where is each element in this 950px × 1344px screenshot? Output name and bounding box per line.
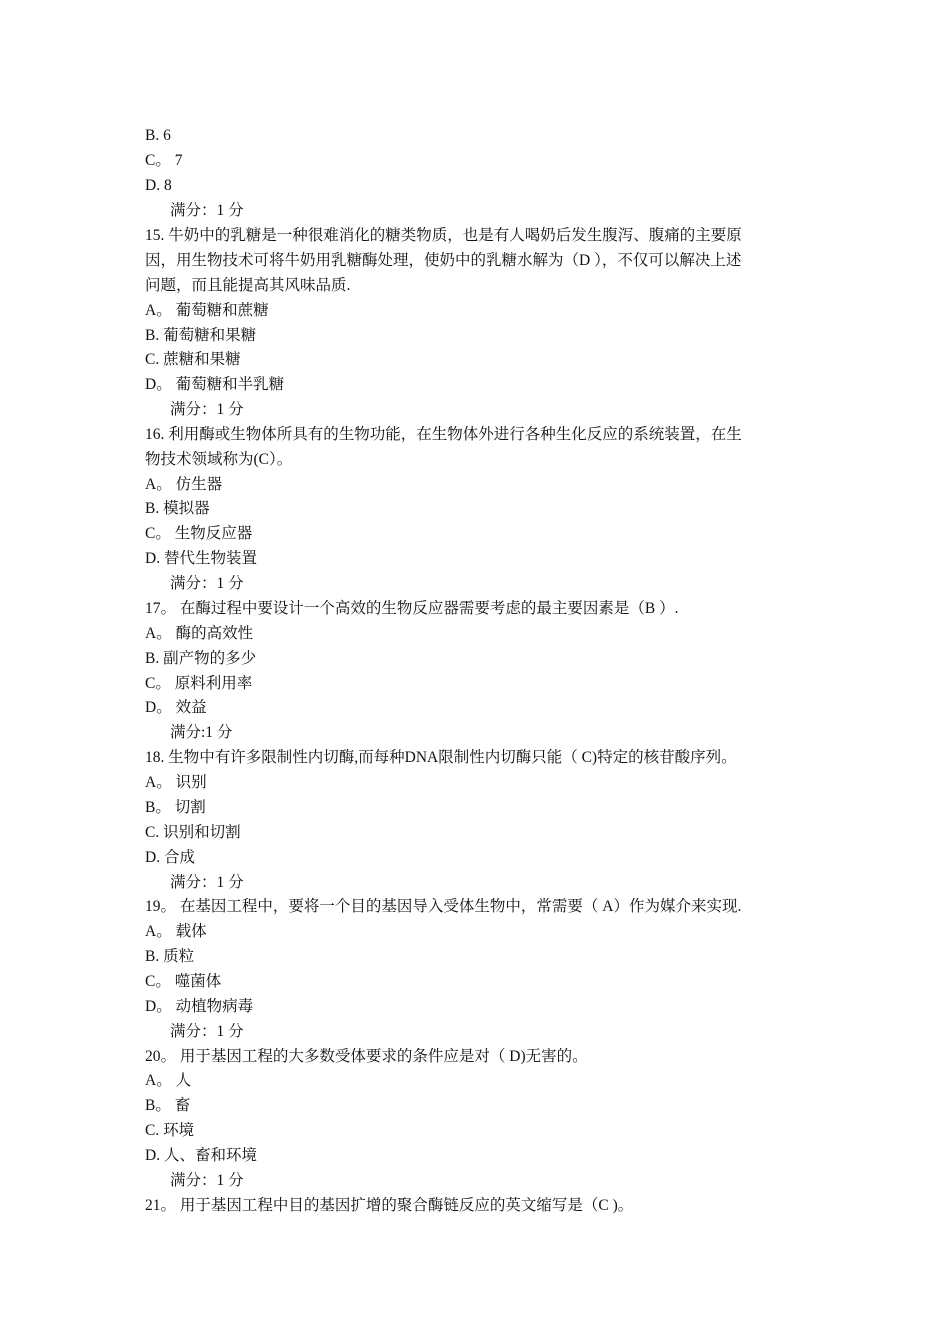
question-text: 因，用生物技术可将牛奶用乳糖酶处理，使奶中的乳糖水解为（D ），不仅可以解决上述 — [145, 252, 742, 269]
score-line: 满分：1 分 — [170, 401, 244, 418]
option-line: D。 动植物病毒 — [145, 998, 254, 1015]
option-line: A。 酶的高效性 — [145, 625, 254, 642]
option-line: A。 识别 — [145, 774, 207, 791]
option-line: D. 合成 — [145, 849, 195, 866]
question-text: 18. 生物中有许多限制性内切酶,而每种DNA限制性内切酶只能（ C)特定的核苷酸序列。 — [145, 749, 737, 766]
option-line: C. 识别和切割 — [145, 824, 241, 841]
score-line: 满分:1 分 — [170, 724, 233, 741]
option-line: D. 人、畜和环境 — [145, 1147, 257, 1164]
option-line: C。 原料利用率 — [145, 675, 253, 692]
option-line: B. 质粒 — [145, 948, 195, 965]
option-line: D. 替代生物装置 — [145, 550, 257, 567]
option-line: C. 蔗糖和果糖 — [145, 351, 241, 368]
question-text: 15. 牛奶中的乳糖是一种很难消化的糖类物质，也是有人喝奶后发生腹泻、腹痛的主要原 — [145, 227, 742, 244]
option-line: D。 葡萄糖和半乳糖 — [145, 376, 285, 393]
option-line: C。 生物反应器 — [145, 525, 253, 542]
option-line: A。 人 — [145, 1072, 192, 1089]
question-text: 问题，而且能提高其风味品质. — [145, 277, 351, 294]
option-line: B. 葡萄糖和果糖 — [145, 327, 257, 344]
option-line: B. 6 — [145, 127, 171, 144]
question-text: 21。 用于基因工程中目的基因扩增的聚合酶链反应的英文缩写是（C )。 — [145, 1197, 634, 1214]
score-line: 满分：1 分 — [170, 202, 244, 219]
question-text: 物技术领域称为(C）。 — [145, 451, 293, 468]
option-line: B。 畜 — [145, 1097, 191, 1114]
option-line: A。 葡萄糖和蔗糖 — [145, 302, 269, 319]
question-text: 20。 用于基因工程的大多数受体要求的条件应是对（ D)无害的。 — [145, 1048, 588, 1065]
option-line: B。 切割 — [145, 799, 206, 816]
option-line: B. 模拟器 — [145, 500, 210, 517]
option-line: D. 8 — [145, 177, 172, 194]
question-text: 16. 利用酶或生物体所具有的生物功能，在生物体外进行各种生化反应的系统装置，在生 — [145, 426, 742, 443]
question-text: 19。 在基因工程中，要将一个目的基因导入受体生物中，常需要（ A）作为媒介来实现. — [145, 898, 742, 915]
option-line: A。 载体 — [145, 923, 207, 940]
score-line: 满分：1 分 — [170, 874, 244, 891]
score-line: 满分：1 分 — [170, 1172, 244, 1189]
option-line: B. 副产物的多少 — [145, 650, 257, 667]
option-line: C. 环境 — [145, 1122, 195, 1139]
option-line: D。 效益 — [145, 699, 207, 716]
option-line: A。 仿生器 — [145, 476, 223, 493]
score-line: 满分：1 分 — [170, 575, 244, 592]
question-text: 17。 在酶过程中要设计一个高效的生物反应器需要考虑的最主要因素是（B ）. — [145, 600, 679, 617]
score-line: 满分：1 分 — [170, 1023, 244, 1040]
option-line: C。 7 — [145, 152, 183, 169]
option-line: C。 噬菌体 — [145, 973, 222, 990]
